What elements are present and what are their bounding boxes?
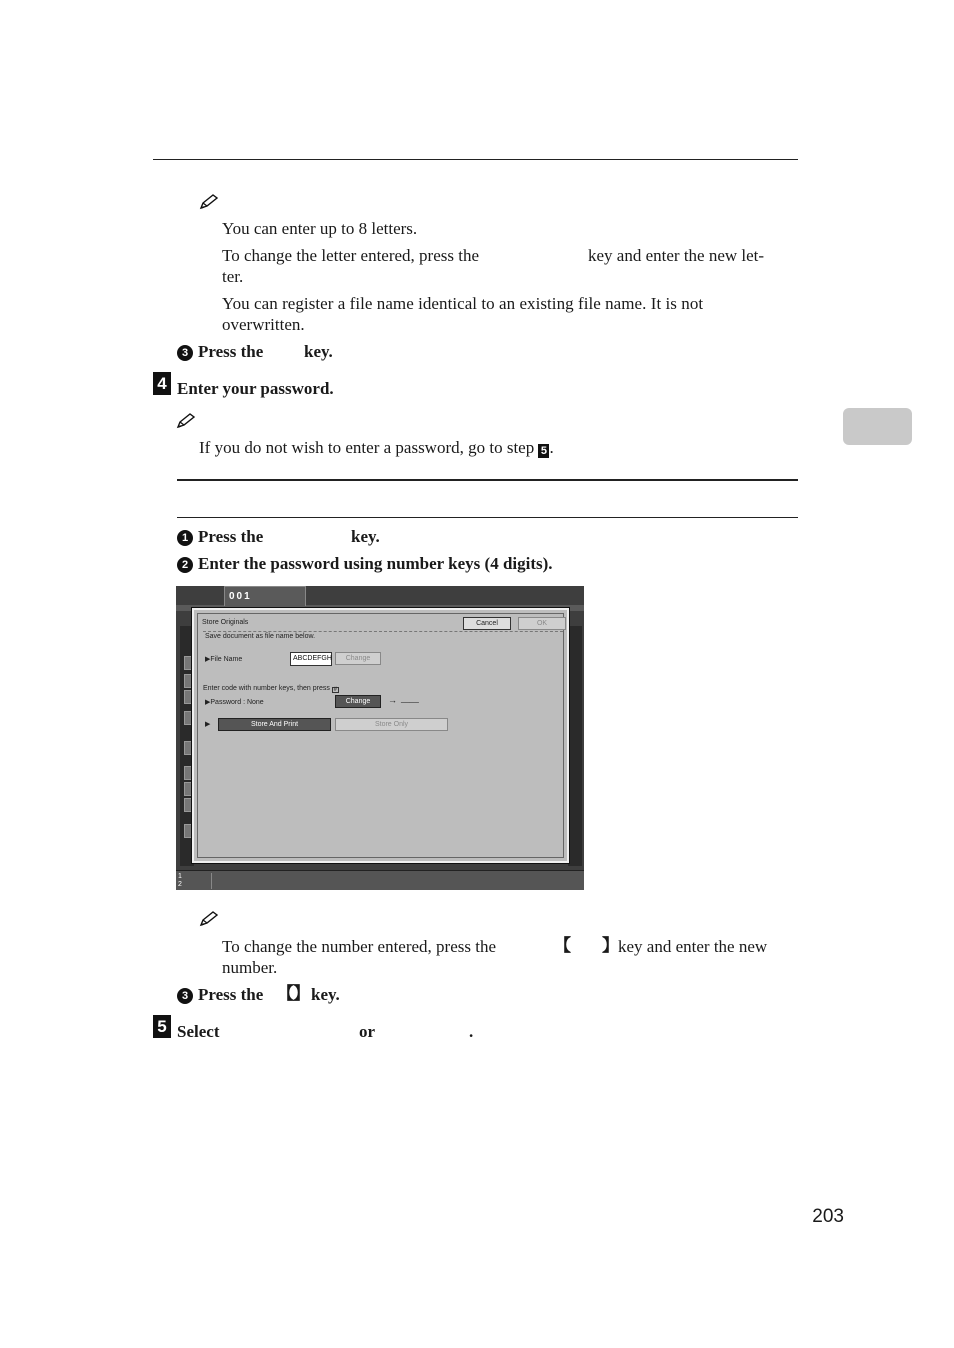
note1-item3-line1: You can register a file name identical to an existing file name. It is not (222, 294, 704, 313)
substep-number: 1 (177, 530, 193, 546)
dialog-inner-frame (197, 613, 564, 858)
store-and-print-button[interactable]: Store And Print (218, 718, 331, 731)
password-dashes: ____ (401, 694, 419, 703)
bracket-open: 【 (277, 984, 294, 1004)
status-line-2: 2 (178, 881, 182, 888)
arrow-icon: → (388, 695, 397, 705)
bullet-icon: ▶ (205, 721, 211, 728)
dialog-dashed-divider (203, 631, 563, 632)
note1-item2-a: To change the letter entered, press the (222, 246, 480, 265)
substep-text-a: Press the (198, 985, 264, 1004)
status-line-1: 1 (178, 873, 182, 880)
step-ref-badge: 5 (538, 444, 549, 458)
screen-status-bar (176, 870, 584, 890)
copier-screen-screenshot (176, 586, 584, 890)
pencil-note-icon (199, 911, 219, 927)
step-number-4: 4 (153, 372, 171, 395)
step5-text-a: Select (177, 1022, 220, 1041)
note3-text-a: To change the number entered, press the (222, 937, 497, 956)
store-originals-dialog (192, 608, 569, 863)
chapter-tab (843, 408, 912, 445)
file-name-label: ▶File Name (205, 656, 243, 663)
substep-text-a: Press the (198, 527, 264, 546)
file-name-field[interactable]: ABCDEFGH (290, 652, 332, 666)
store-only-button[interactable]: Store Only (335, 718, 448, 731)
substep-text-b: key. (311, 985, 340, 1004)
note2-text-a: If you do not wish to enter a password, go to step (199, 438, 535, 457)
enter-code-text: Enter code with number keys, then press (203, 685, 330, 692)
note1-item2-line1 (222, 245, 798, 266)
step5-text (177, 1021, 487, 1042)
substep-3-press-key-2 (177, 984, 340, 1005)
dialog-subtitle: Save document as file name below. (205, 633, 316, 640)
screen-tab: 001 (224, 586, 306, 606)
substep-text-a: Press the (198, 342, 264, 361)
bracket-close: 】 (293, 984, 310, 1004)
password-change-button[interactable]: Change (335, 695, 381, 708)
cancel-button[interactable]: Cancel (463, 617, 511, 630)
substep-number: 2 (177, 557, 193, 573)
dialog-title: Store Originals (202, 619, 249, 626)
substep-2-enter-password (177, 553, 553, 574)
step5-text-b: or (359, 1022, 376, 1041)
section-rule-bottom (177, 517, 798, 518)
note2-text-b: . (549, 438, 554, 457)
substep-text: Enter the password using number keys (4 digits). (198, 554, 553, 573)
enter-code-instruction (203, 685, 339, 693)
substep-3-press-key (177, 341, 333, 362)
status-lamps (178, 873, 212, 889)
note2-text (199, 437, 554, 458)
note3-text-b: key and enter the new (618, 937, 768, 956)
substep-number: 3 (177, 988, 193, 1004)
file-name-change-button[interactable]: Change (335, 652, 381, 665)
substep-text-b: key. (304, 342, 333, 361)
page-number: 203 (812, 1206, 844, 1227)
pencil-note-icon (176, 413, 196, 429)
step-number-5: 5 (153, 1015, 171, 1038)
pencil-note-icon (199, 194, 219, 210)
hash-key-icon: # (333, 687, 337, 693)
screen-right-column (568, 626, 582, 866)
bracket-open: 【 (554, 936, 571, 956)
header-rule (153, 159, 798, 160)
ok-button[interactable]: OK (518, 617, 566, 630)
note1-item2-b: key and enter the new let- (588, 246, 765, 265)
step5-text-c: . (469, 1022, 474, 1041)
substep-text-b: key. (351, 527, 380, 546)
note3-line1 (222, 936, 798, 957)
substep-1-press-key (177, 526, 380, 547)
note1-item1: You can enter up to 8 letters. (222, 219, 418, 238)
section-rule-top (177, 479, 798, 481)
bracket-close: 】 (602, 936, 619, 956)
note3-line2: number. (222, 958, 278, 977)
note1-item2-line2: ter. (222, 267, 244, 286)
password-label: ▶Password : None (205, 699, 264, 706)
step4-text: Enter your password. (177, 379, 334, 398)
note1-item3-line2: overwritten. (222, 315, 305, 334)
substep-number: 3 (177, 345, 193, 361)
